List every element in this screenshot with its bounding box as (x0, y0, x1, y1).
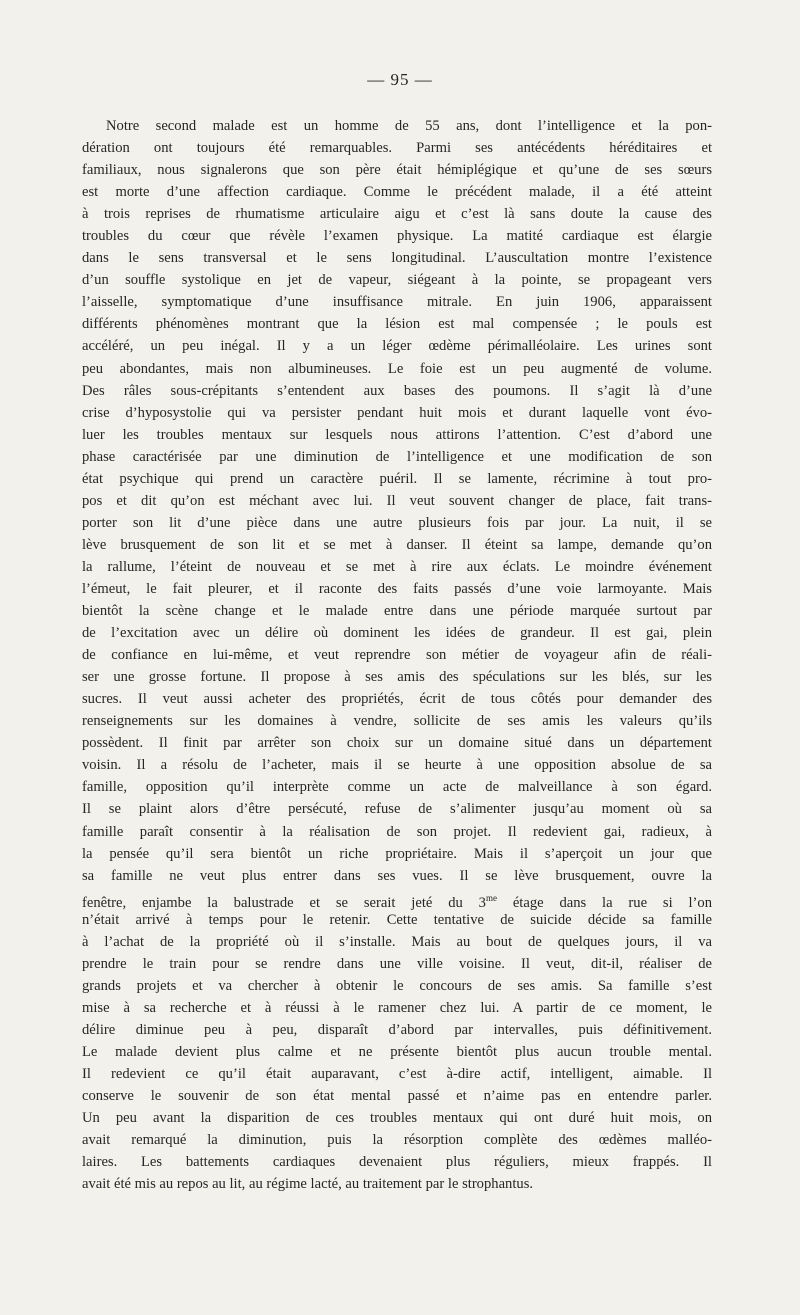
text-line: grands projets et va chercher à obtenir le concours de ses amis. Sa famille s’est (82, 977, 712, 994)
text-line: à l’achat de la propriété où il s’installe. Mais au bout de quelques jours, il va (82, 933, 712, 950)
text-line: avait été mis au repos au lit, au régime lacté, au traitement par le strophantus. (82, 1176, 534, 1193)
text-line: dération ont toujours été remarquables. Parmi ses antécédents héréditaires et (82, 140, 712, 157)
text-line: avait remarqué la diminution, puis la résorption complète des œdèmes malléo- (82, 1132, 712, 1149)
text-line: l’émeut, le fait pleurer, et il raconte des faits passés d’une voie larmoyante. Mais (82, 580, 712, 597)
text-line: fenêtre, enjambe la balustrade et se serait jeté du $3^{me}$ étage dans la rue si l’on (82, 892, 712, 911)
text-line: Il redevient ce qu’il était auparavant, c’est à-dire actif, intelligent, aimable. Il (82, 1066, 712, 1083)
text-line: état psychique qui prend un caractère puéril. Il se lamente, récrimine à tout pro- (82, 470, 712, 487)
text-line: Notre second malade est un homme de 55 ans, dont l’intelligence et la pon- (106, 118, 712, 134)
text-line: d’un souffle systolique en jet de vapeur, siégeant à la pointe, se propageant vers (82, 272, 712, 289)
text-line: prendre le train pour se rendre dans une ville voisine. Il veut, dit-il, réaliser de (82, 955, 712, 972)
text-line: Le malade devient plus calme et ne présente bientôt plus aucun trouble mental. (82, 1043, 712, 1060)
text-line: est morte d’une affection cardiaque. Comme le précédent malade, il a été atteint (82, 184, 712, 201)
text-line: conserve le souvenir de son état mental passé et n’aime pas en entendre parler. (82, 1088, 712, 1105)
text-line: délire diminue peu à peu, disparaît d’abord par intervalles, puis définitivement. (82, 1021, 712, 1038)
text-line: luer les troubles mentaux sur lesquels nous attirons l’attention. C’est d’abord une (82, 426, 712, 443)
text-line: ser une grosse fortune. Il propose à ses amis des spéculations sur les blés, sur les (82, 669, 712, 686)
text-line: de confiance en lui-même, et veut reprendre son métier de voyageur afin de réali- (82, 647, 712, 664)
page-number: — 95 — (367, 70, 433, 89)
text-line: sa famille ne veut plus entrer dans ses vues. Il se lève brusquement, ouvre la (82, 867, 712, 884)
text-line: la pensée qu’il sera bientôt un riche propriétaire. Mais il s’aperçoit un jour que (82, 845, 712, 862)
text-line: familiaux, nous signalerons que son père était hémiplégique et qu’une de ses sœurs (82, 162, 712, 179)
text-line: famille, opposition qu’il interprète comme un acte de malveillance à son égard. (82, 779, 712, 796)
text-line: peu abondantes, mais non albumineuses. Le foie est un peu augmenté de volume. (82, 360, 712, 377)
text-line: de l’excitation avec un délire où dominent les idées de grandeur. Il est gai, plein (82, 625, 712, 642)
text-line: sucres. Il veut aussi acheter des propriétés, écrit de tous côtés pour demander des (82, 691, 712, 708)
text-line: dans le sens transversal et le sens longitudinal. L’auscultation montre l’existence (82, 250, 712, 267)
body-paragraph (82, 115, 712, 1195)
text-line: bientôt la scène change et le malade entre dans une période marquée surtout par (82, 603, 712, 620)
text-line: possèdent. Il finit par arrêter son choix sur un domaine situé dans un département (82, 735, 712, 752)
text-line: Des râles sous-crépitants s’entendent aux bases des poumons. Il s’agit là d’une (82, 382, 712, 399)
text-line: différents phénomènes montrant que la lésion est mal compensée ; le pouls est (82, 316, 712, 333)
text-line: voisin. Il a résolu de l’acheter, mais il se heurte à une opposition absolue de sa (82, 757, 712, 774)
text-line: famille paraît consentir à la réalisation de son projet. Il redevient gai, radieux, à (82, 823, 712, 840)
text-line: mise à sa recherche et à réussi à le ramener chez lui. A partir de ce moment, le (82, 999, 712, 1016)
text-line: renseignements sur les domaines à vendre, sollicite de ses amis les valeurs qu’ils (82, 713, 712, 730)
text-line: troubles du cœur que révèle l’examen physique. La matité cardiaque est élargie (82, 228, 712, 245)
text-line: Un peu avant la disparition de ces troubles mentaux qui ont duré huit mois, on (82, 1110, 712, 1127)
text-line: crise d’hyposystolie qui va persister pendant huit mois et durant laquelle vont évo- (82, 404, 712, 421)
text-line: l’aisselle, symptomatique d’une insuffisance mitrale. En juin 1906, apparaissent (82, 294, 712, 311)
text-line: phase caractérisée par une diminution de l’intelligence et une modification de son (82, 448, 712, 465)
text-line: lève brusquement de son lit et se met à danser. Il éteint sa lampe, demande qu’on (82, 536, 712, 553)
text-line: pos et dit qu’on est méchant avec lui. Il veut souvent changer de place, fait trans- (82, 492, 712, 509)
text-line: la rallume, l’éteint de nouveau et se met à rire aux éclats. Le moindre événement (82, 558, 712, 575)
text-line: accéléré, un peu inégal. Il y a un léger œdème périmalléolaire. Les urines sont (82, 338, 712, 355)
text-line: Il se plaint alors d’être persécuté, refuse de s’alimenter jusqu’au moment où sa (82, 801, 712, 818)
text-line: porter son lit d’une pièce dans une autre plusieurs fois par jour. La nuit, il se (82, 514, 712, 531)
text-line: à trois reprises de rhumatisme articulaire aigu et c’est là sans doute la cause des (82, 206, 712, 223)
text-line: laires. Les battements cardiaques devenaient plus réguliers, mieux frappés. Il (82, 1154, 712, 1171)
text-line: n’était arrivé à temps pour le retenir. Cette tentative de suicide décide sa famille (82, 911, 712, 928)
